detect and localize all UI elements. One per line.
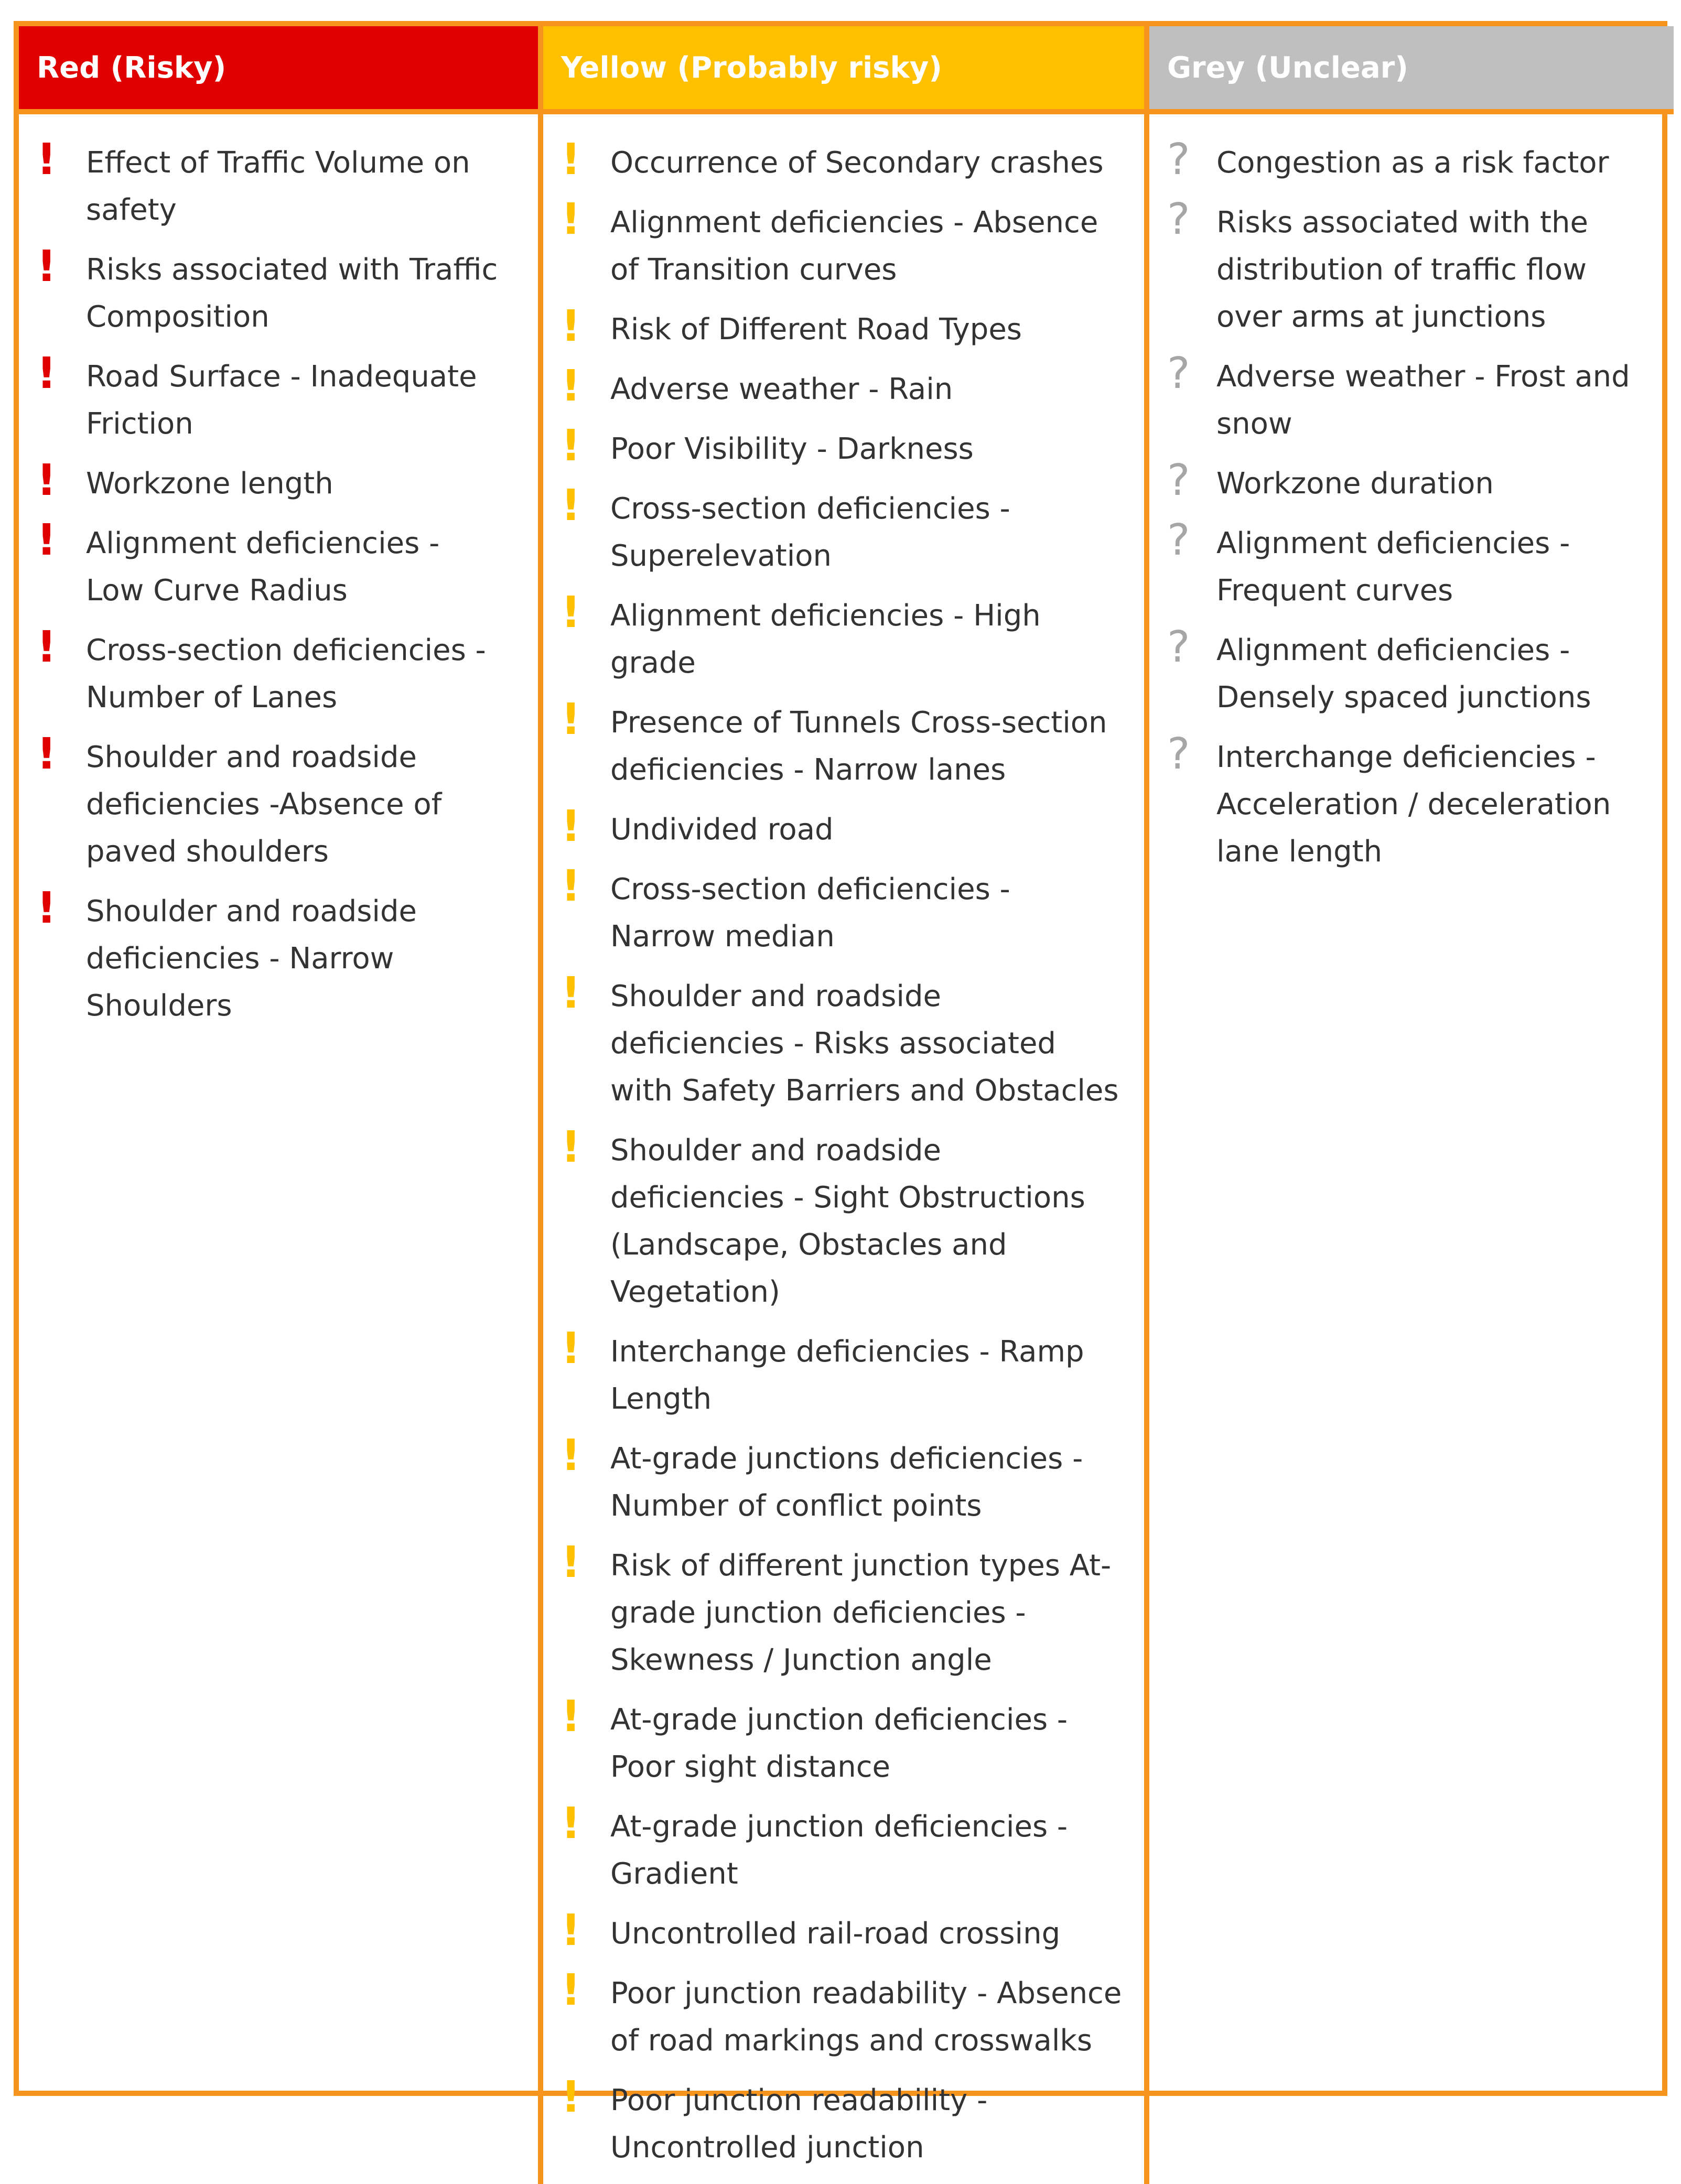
exclamation-mark-icon: ! [561, 1431, 581, 1480]
list-item [543, 861, 1144, 960]
list-item-text: Alignment deficiencies - Absence of Transition curves [610, 206, 1098, 287]
question-mark-icon: ? [1167, 515, 1190, 565]
exclamation-mark-icon: ! [561, 1538, 581, 1587]
question-mark-icon: ? [1167, 349, 1190, 398]
list-item-text: Alignment deficiencies - High grade [610, 599, 1041, 680]
list-item-text: Risk of different junction types At-grade junction deficiencies - Skewness / Junction angle [610, 1549, 1112, 1677]
list-item-text: Alignment deficiencies - Frequent curves [1216, 526, 1570, 608]
column-red [19, 114, 543, 2184]
list-item [543, 1965, 1144, 2064]
exclamation-mark-icon: ! [561, 1965, 581, 2015]
list-item [543, 301, 1144, 353]
list-item-text: Poor junction readability - Absence of road markings and crosswalks [610, 1976, 1122, 2058]
exclamation-mark-icon: ! [561, 861, 581, 911]
list-item-text: Workzone length [86, 467, 333, 501]
question-mark-icon: ? [1167, 729, 1190, 779]
list-item-text: Presence of Tunnels Cross-section deficiencies - Narrow lanes [610, 706, 1107, 787]
list-item [1149, 622, 1674, 721]
list-item-text: Interchange deficiencies - Ramp Length [610, 1335, 1084, 1416]
list-item-text: Poor junction readability - Uncontrolled junction [610, 2083, 988, 2165]
header-yellow-label: Yellow (Probably risky) [561, 50, 942, 85]
list-item-text: Effect of Traffic Volume on safety [86, 146, 470, 227]
header-red-risky [19, 26, 543, 114]
question-mark-icon: ? [1167, 194, 1190, 244]
column-grey [1149, 114, 1674, 2184]
list-item [543, 421, 1144, 473]
list-item [19, 515, 538, 614]
list-item-text: Alignment deficiencies - Low Curve Radius [86, 526, 440, 608]
list-item-text: At-grade junction deficiencies - Poor sight distance [610, 1703, 1068, 1784]
list-item-text: Shoulder and roadside deficiencies - Risks associated with Safety Barriers and Obstacles [610, 979, 1119, 1108]
exclamation-mark-icon: ! [37, 135, 57, 185]
list-item-text: Cross-section deficiencies - Superelevation [610, 492, 1010, 573]
list-item [19, 883, 538, 1030]
exclamation-mark-icon: ! [37, 622, 57, 672]
exclamation-mark-icon: ! [37, 883, 57, 933]
column-yellow [543, 114, 1149, 2184]
list-item-text: Shoulder and roadside deficiencies -Absence of paved shoulders [86, 740, 442, 869]
list-item-text: Poor Visibility - Darkness [610, 432, 974, 466]
list-item [543, 194, 1144, 294]
header-grey-label: Grey (Unclear) [1167, 50, 1408, 85]
list-item [1149, 456, 1674, 507]
list-item [543, 695, 1144, 794]
list-item [543, 135, 1144, 187]
list-item [19, 349, 538, 448]
list-item [543, 1906, 1144, 1958]
list-item [19, 135, 538, 234]
list-item [1149, 194, 1674, 341]
list-item-text: Congestion as a risk factor [1216, 146, 1609, 180]
list-item [543, 1538, 1144, 1684]
list-item-text: Risks associated with the distribution of traffic flow over arms at junctions [1216, 206, 1588, 334]
list-item-text: Uncontrolled rail-road crossing [610, 1917, 1061, 1951]
list-item [543, 1692, 1144, 1791]
list-item-text: Workzone duration [1216, 467, 1494, 501]
question-mark-icon: ? [1167, 622, 1190, 672]
exclamation-mark-icon: ! [37, 729, 57, 779]
list-item [543, 588, 1144, 687]
list-item [19, 622, 538, 721]
list-item [1149, 729, 1674, 875]
exclamation-mark-icon: ! [561, 1324, 581, 1374]
list-item [543, 361, 1144, 413]
exclamation-mark-icon: ! [561, 301, 581, 351]
list-item [19, 456, 538, 507]
list-item-text: Cross-section deficiencies - Number of Lanes [86, 633, 486, 715]
exclamation-mark-icon: ! [37, 242, 57, 291]
exclamation-mark-icon: ! [561, 481, 581, 531]
header-yellow-probably-risky [543, 26, 1149, 114]
list-item-text: Alignment deficiencies - Densely spaced junctions [1216, 633, 1591, 715]
list-item [19, 242, 538, 341]
list-item [543, 1431, 1144, 1530]
list-item [1149, 349, 1674, 448]
exclamation-mark-icon: ! [561, 421, 581, 471]
header-grey-unclear [1149, 26, 1674, 114]
list-item-text: Cross-section deficiencies - Narrow median [610, 872, 1010, 954]
list-item-text: Undivided road [610, 813, 834, 847]
list-item [543, 481, 1144, 580]
question-mark-icon: ? [1167, 135, 1190, 185]
list-item [543, 968, 1144, 1115]
exclamation-mark-icon: ! [561, 1799, 581, 1848]
exclamation-mark-icon: ! [561, 1906, 581, 1955]
list-item [19, 729, 538, 875]
list-item-text: Risk of Different Road Types [610, 312, 1022, 347]
list-item-text: At-grade junctions deficiencies - Number of conflict points [610, 1442, 1083, 1523]
exclamation-mark-icon: ! [561, 135, 581, 185]
list-item [543, 802, 1144, 853]
exclamation-mark-icon: ! [561, 695, 581, 744]
exclamation-mark-icon: ! [561, 361, 581, 411]
exclamation-mark-icon: ! [561, 1692, 581, 1742]
list-item [543, 2072, 1144, 2171]
list-item-text: Shoulder and roadside deficiencies - Narrow Shoulders [86, 894, 417, 1023]
list-item [1149, 135, 1674, 187]
question-mark-icon: ? [1167, 456, 1190, 505]
list-item-text: Adverse weather - Rain [610, 372, 953, 406]
exclamation-mark-icon: ! [561, 968, 581, 1018]
list-item-text: Risks associated with Traffic Composition [86, 253, 498, 334]
list-item [543, 1122, 1144, 1316]
risk-classification-table [14, 21, 1667, 2165]
list-item [543, 1799, 1144, 1898]
exclamation-mark-icon: ! [37, 349, 57, 398]
exclamation-mark-icon: ! [561, 802, 581, 851]
list-item-text: Interchange deficiencies - Acceleration / deceleration lane length [1216, 740, 1611, 869]
list-item [1149, 515, 1674, 614]
list-item [543, 1324, 1144, 1423]
exclamation-mark-icon: ! [561, 2072, 581, 2122]
exclamation-mark-icon: ! [561, 194, 581, 244]
list-item-text: At-grade junction deficiencies - Gradient [610, 1810, 1068, 1891]
exclamation-mark-icon: ! [37, 456, 57, 505]
exclamation-mark-icon: ! [561, 588, 581, 637]
list-item-text: Occurrence of Secondary crashes [610, 146, 1104, 180]
list-item-text: Road Surface - Inadequate Friction [86, 360, 477, 441]
header-red-label: Red (Risky) [37, 50, 227, 85]
list-item-text: Shoulder and roadside deficiencies - Sight Obstructions (Landscape, Obstacles and Vegetation) [610, 1133, 1085, 1309]
exclamation-mark-icon: ! [37, 515, 57, 565]
list-item-text: Adverse weather - Frost and snow [1216, 360, 1630, 441]
exclamation-mark-icon: ! [561, 1122, 581, 1172]
